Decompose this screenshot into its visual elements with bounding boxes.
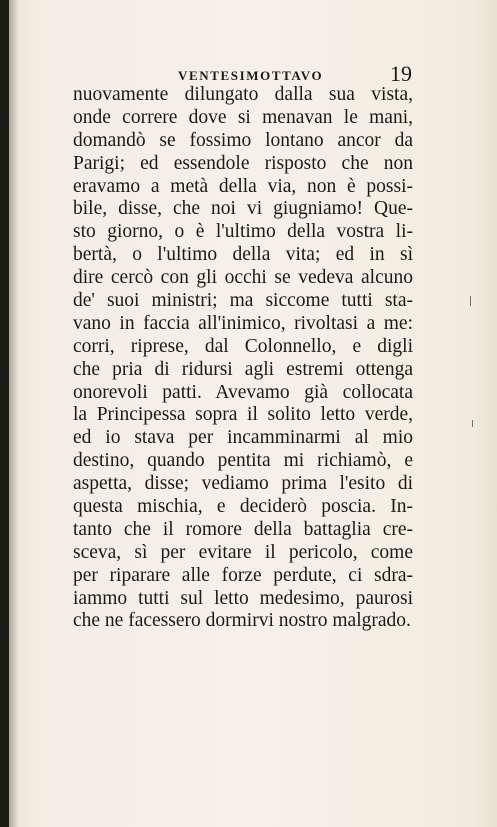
text-line: onde correre dove si menavan le mani, [73, 106, 413, 128]
text-line: bertà, o l'ultimo della vita; ed in sì [73, 244, 413, 266]
body-text [73, 84, 413, 633]
text-line: corri, riprese, dal Colonnello, e digli [73, 335, 413, 357]
running-title: VENTESIMOTTAVO [178, 68, 324, 83]
gutter-shadow [9, 0, 19, 827]
text-line: che ne facessero dormirvi nostro malgrado. [73, 610, 411, 632]
text-line: bile, disse, che noi vi giugniamo! Que- [73, 198, 413, 220]
text-line: eravamo a metà della via, non è possi- [73, 175, 413, 197]
text-line: dire cercò con gli occhi se vedeva alcuno [73, 267, 413, 289]
paper-speck [470, 296, 471, 306]
book-spine-edge [0, 0, 9, 827]
text-line: de' suoi ministri; ma siccome tutti sta- [73, 290, 413, 312]
text-line: questa mischia, e deciderò poscia. In- [73, 496, 413, 518]
paper-speck [472, 420, 473, 427]
text-line: sceva, sì per evitare il pericolo, come [73, 541, 413, 563]
text-line: sto giorno, o è l'ultimo della vostra li- [73, 221, 413, 243]
text-line: aspetta, disse; vediamo prima l'esito di [73, 473, 413, 495]
page-header [60, 61, 412, 86]
text-line: per riparare alle forze perdute, ci sdra- [73, 564, 413, 586]
page-number: 19 [390, 61, 412, 86]
text-line: ed io stava per incamminarmi al mio [73, 427, 413, 449]
text-line: Parigi; ed essendole risposto che non [73, 152, 413, 174]
text-line: vano in faccia all'inimico, rivoltasi a me: [73, 312, 413, 334]
text-line: tanto che il romore della battaglia cre- [73, 518, 413, 540]
text-line: domandò se fossimo lontano ancor da [73, 129, 413, 151]
text-line: che pria di ridursi agli estremi ottenga [73, 358, 413, 380]
text-line: iammo tutti sul letto medesimo, paurosi [73, 587, 413, 609]
text-line: nuovamente dilungato dalla sua vista, [73, 84, 413, 105]
text-line: destino, quando pentita mi richiamò, e [73, 450, 413, 472]
text-line: onorevoli patti. Avevamo già collocata [73, 381, 413, 403]
text-line: la Principessa sopra il solito letto verde, [73, 404, 413, 426]
